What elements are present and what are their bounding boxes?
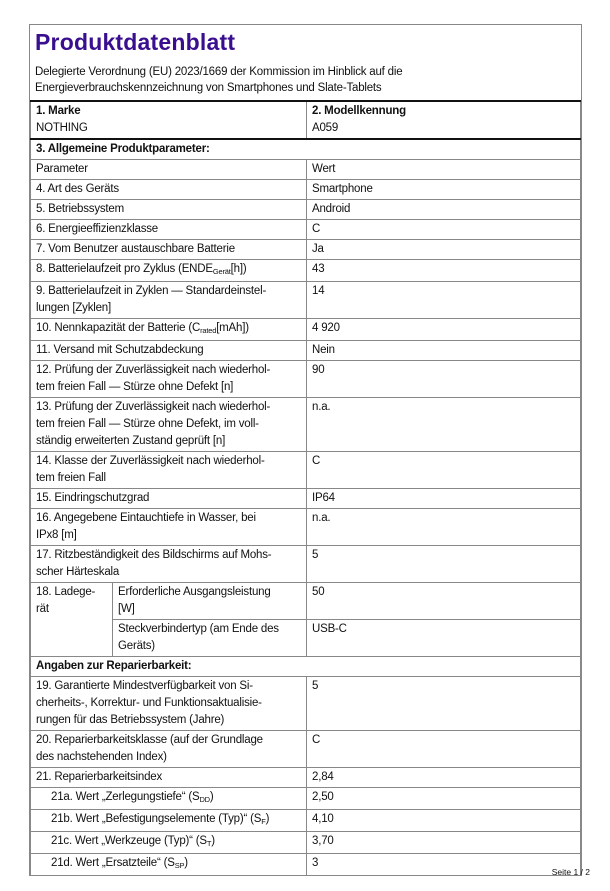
parameter-label-suffix: [h]) — [230, 263, 247, 275]
parameter-label: 11. Versand mit Schutzabdeckung — [36, 344, 204, 356]
charger-connector-row — [31, 620, 581, 657]
parameter-cell — [31, 180, 307, 200]
brand-label: 1. Marke — [36, 105, 81, 117]
parameter-cell — [31, 768, 307, 788]
table-row — [31, 260, 581, 282]
value-cell: Nein — [307, 341, 581, 361]
general-heading: 3. Allgemeine Produktparameter: — [31, 139, 581, 160]
value-cell: 43 — [307, 260, 581, 282]
table-row — [31, 282, 581, 319]
value-cell: Smartphone — [307, 180, 581, 200]
parameter-label: 10. Nennkapazität der Batterie (C — [36, 322, 201, 334]
parameter-label-suffix: ) — [211, 835, 215, 847]
parameter-cell — [31, 200, 307, 220]
value-cell: 2,84 — [307, 768, 581, 788]
general-heading-row — [31, 139, 581, 160]
brand-cell — [31, 101, 307, 139]
table-row — [31, 341, 581, 361]
table-row — [31, 788, 581, 810]
parameter-label: 5. Betriebssystem — [36, 203, 124, 215]
table-row — [31, 854, 581, 876]
table-row — [31, 509, 581, 546]
value-cell: 90 — [307, 361, 581, 398]
parameter-cell — [31, 509, 307, 546]
parameter-label: 17. Ritzbeständigkeit des Bildschirms auf Mohs- scher Härteskala — [36, 549, 272, 578]
charger-power-value: 50 — [307, 583, 581, 620]
sheet-header — [30, 25, 581, 100]
parameter-label: 20. Reparierbarkeitsklasse (auf der Grundlage des nachstehenden Index) — [36, 734, 263, 763]
parameter-cell — [31, 240, 307, 260]
parameter-cell — [31, 489, 307, 509]
value-header: Wert — [307, 160, 581, 180]
parameter-subscript: DD — [199, 795, 210, 804]
charger-connector-value: USB-C — [307, 620, 581, 657]
model-cell — [307, 101, 581, 139]
table-row — [31, 361, 581, 398]
parameter-cell — [31, 546, 307, 583]
value-cell: C — [307, 452, 581, 489]
parameter-cell — [31, 677, 307, 731]
repair-heading: Angaben zur Reparierbarkeit: — [31, 657, 581, 677]
parameter-subscript: T — [206, 839, 212, 848]
parameter-label: 7. Vom Benutzer austauschbare Batterie — [36, 243, 235, 255]
value-cell: C — [307, 220, 581, 240]
table-row — [31, 489, 581, 509]
value-cell: Android — [307, 200, 581, 220]
parameter-cell — [31, 282, 307, 319]
parameter-subscript: SP — [174, 861, 185, 870]
value-cell: 5 — [307, 677, 581, 731]
model-label: 2. Modellkennung — [312, 105, 406, 117]
brand-model-row — [31, 101, 581, 139]
value-cell: 5 — [307, 546, 581, 583]
parameter-label: 21. Reparierbarkeitsindex — [36, 771, 163, 783]
table-row — [31, 832, 581, 854]
parameter-cell — [31, 361, 307, 398]
value-cell: 3,70 — [307, 832, 581, 854]
value-cell: Ja — [307, 240, 581, 260]
parameter-label: 21b. Wert „Befestigungselemente (Typ)“ (S — [51, 813, 262, 825]
brand-value: NOTHING — [36, 122, 88, 134]
parameter-label: 21a. Wert „Zerlegungstiefe“ (S — [51, 791, 200, 803]
parameter-label: 19. Garantierte Mindestverfügbarkeit von Si- cherheits-, Korrektur- und Funktionsaktualisie- rungen für das Betriebssystem (Jahre) — [36, 680, 262, 726]
value-cell: C — [307, 731, 581, 768]
regulation-subtitle: Delegierte Verordnung (EU) 2023/1669 der Kommission im Hinblick auf die Energieverbrauchskennzeichnung von Smartphones und Slate-Tablets — [35, 66, 403, 94]
table-row — [31, 731, 581, 768]
table-row — [31, 200, 581, 220]
parameter-label: 15. Eindringschutzgrad — [36, 492, 150, 504]
table-row — [31, 768, 581, 788]
value-cell: n.a. — [307, 509, 581, 546]
parameter-cell — [31, 832, 307, 854]
value-cell: 3 — [307, 854, 581, 876]
parameter-label: 21d. Wert „Ersatzteile“ (S — [51, 857, 175, 869]
parameter-label-suffix: ) — [265, 813, 270, 825]
parameter-cell — [31, 810, 307, 832]
charger-connector-label: Steckverbindertyp (am Ende des Geräts) — [113, 620, 307, 657]
parameter-label: 9. Batterielaufzeit in Zyklen — Standardeinstel- lungen [Zyklen] — [36, 285, 267, 314]
parameter-subscript: rated — [200, 326, 217, 335]
parameter-cell — [31, 260, 307, 282]
repair-heading-row — [31, 657, 581, 677]
value-cell: n.a. — [307, 398, 581, 452]
parameter-cell — [31, 854, 307, 876]
parameter-cell — [31, 788, 307, 810]
column-header-row — [31, 160, 581, 180]
value-cell: 4,10 — [307, 810, 581, 832]
table-row — [31, 546, 581, 583]
product-parameter-table — [30, 100, 581, 876]
page-number: Seite 1 / 2 — [551, 867, 590, 877]
table-row — [31, 810, 581, 832]
product-data-sheet — [29, 24, 582, 876]
parameter-label: 14. Klasse der Zuverlässigkeit nach wiederhol- tem freien Fall — [36, 455, 265, 484]
charger-power-label: Erforderliche Ausgangsleistung [W] — [113, 583, 307, 620]
parameter-label: 16. Angegebene Eintauchtiefe in Wasser, bei IPx8 [m] — [36, 512, 256, 541]
parameter-cell — [31, 731, 307, 768]
value-cell: 14 — [307, 282, 581, 319]
table-row — [31, 677, 581, 731]
page-title: Produktdatenblatt — [35, 29, 236, 55]
parameter-label: 12. Prüfung der Zuverlässigkeit nach wiederhol- tem freien Fall — Stürze ohne Defekt [n] — [36, 364, 271, 393]
parameter-subscript: Gerät — [212, 267, 231, 276]
table-row — [31, 398, 581, 452]
model-value: A059 — [312, 122, 339, 134]
parameter-subscript: F — [261, 817, 266, 826]
charger-row — [31, 583, 581, 620]
value-cell: 4 920 — [307, 319, 581, 341]
parameter-label-suffix: ) — [184, 857, 188, 869]
parameter-cell — [31, 452, 307, 489]
table-row — [31, 319, 581, 341]
parameter-cell — [31, 398, 307, 452]
parameter-cell — [31, 341, 307, 361]
parameter-cell — [31, 220, 307, 240]
table-row — [31, 180, 581, 200]
parameter-label-suffix: ) — [209, 791, 214, 803]
table-row — [31, 240, 581, 260]
value-cell: IP64 — [307, 489, 581, 509]
table-row — [31, 220, 581, 240]
parameter-cell — [31, 319, 307, 341]
parameter-label: 4. Art des Geräts — [36, 183, 119, 195]
parameter-label: 6. Energieeffizienzklasse — [36, 223, 158, 235]
parameter-label-suffix: [mAh]) — [216, 322, 249, 334]
parameter-label: 8. Batterielaufzeit pro Zyklus (ENDE — [36, 263, 213, 275]
parameter-label: 13. Prüfung der Zuverlässigkeit nach wiederhol- tem freien Fall — Stürze ohne Defekt, im voll- ständig erweiterten Zustand geprüft [n] — [36, 401, 271, 447]
table-row — [31, 452, 581, 489]
value-cell: 2,50 — [307, 788, 581, 810]
parameter-label: 21c. Wert „Werkzeuge (Typ)“ (S — [51, 835, 207, 847]
charger-label: 18. Ladege- rät — [31, 583, 113, 657]
parameter-header: Parameter — [31, 160, 307, 180]
